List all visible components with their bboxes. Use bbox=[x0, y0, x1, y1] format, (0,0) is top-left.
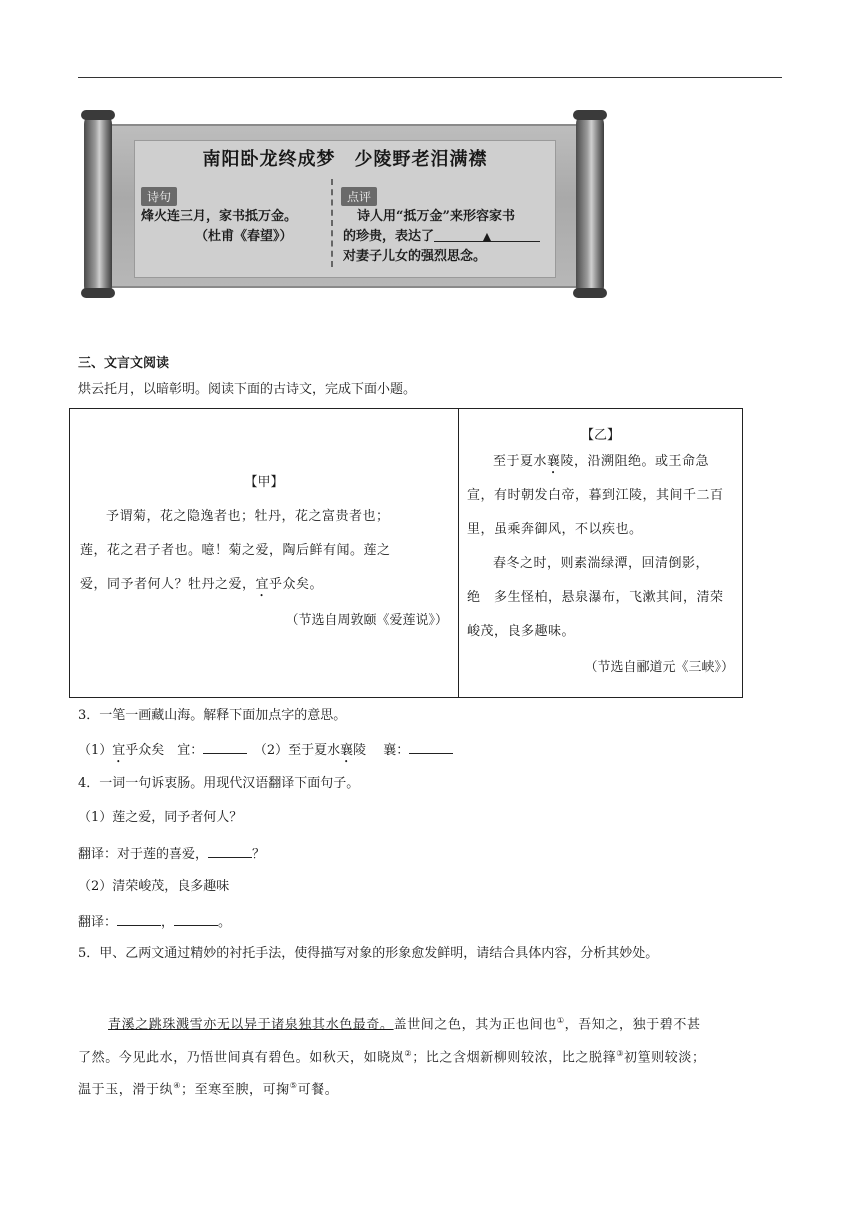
excerpt-text: ；比之含烟新柳则较浓，比之脱箨 bbox=[412, 1050, 617, 1066]
passage-a-line-2: 莲，花之君子者也。噫！菊之爱，陶后鲜有闻。莲之 bbox=[80, 542, 391, 558]
passage-b-source: （节选自郦道元《三峡》） bbox=[584, 659, 734, 675]
header-rule bbox=[78, 77, 782, 78]
footnote-marker: ② bbox=[404, 1049, 413, 1058]
footnote-marker: ③ bbox=[616, 1049, 624, 1058]
scroll-title: 南阳卧龙终成梦 少陵野老泪满襟 bbox=[202, 149, 488, 170]
comment-line-2-text: 的珍贵，表达了 bbox=[343, 229, 435, 244]
passage-b-text: 至于夏水 bbox=[493, 453, 548, 469]
rod-cap bbox=[573, 110, 607, 120]
answer-blank[interactable] bbox=[117, 911, 161, 926]
answer-blank[interactable] bbox=[409, 739, 453, 754]
answer-blank[interactable] bbox=[208, 843, 252, 858]
footnote-marker: ⑤ bbox=[289, 1081, 298, 1090]
passage-b-line-4: 春冬之时，则素湍绿潭，回清倒影， bbox=[493, 555, 710, 571]
translation-suffix: 。 bbox=[218, 915, 232, 930]
excerpt-text: 盖世间之色，其为正也间也 bbox=[393, 1017, 557, 1033]
scroll-divider bbox=[331, 179, 333, 267]
question-4-item-2: （2）清荣峻茂，良多趣味 bbox=[78, 879, 230, 894]
excerpt-text: 初篁则较淡； bbox=[623, 1050, 706, 1066]
excerpt-text: 可餐。 bbox=[297, 1082, 339, 1098]
passage-b-label: 【乙】 bbox=[580, 427, 620, 443]
section-intro: 烘云托月，以暗彰明。阅读下面的古诗文，完成下面小题。 bbox=[78, 382, 417, 397]
poem-tag: 诗句 bbox=[141, 187, 177, 206]
dotted-char: 襄 bbox=[547, 453, 561, 469]
q3-item-2-text: 陵 襄： bbox=[353, 743, 410, 758]
comment-line-3: 对妻子儿女的强烈思念。 bbox=[343, 249, 487, 264]
question-4-translation-1 bbox=[78, 843, 265, 865]
excerpt-line-2 bbox=[78, 1044, 706, 1068]
answer-blank[interactable] bbox=[203, 739, 247, 754]
dotted-char: 襄 bbox=[340, 743, 354, 758]
passage-table bbox=[69, 408, 743, 698]
underlined-sentence: 青溪之跳珠溅雪亦无以异于诸泉独其水色最奇。 bbox=[108, 1017, 394, 1033]
question-4-translation-2 bbox=[78, 911, 231, 933]
rod-cap bbox=[81, 110, 115, 120]
passage-a-text: 爱，同予者何人？牡丹之爱， bbox=[80, 576, 256, 592]
passage-b-line-6: 峻茂，良多趣味。 bbox=[467, 623, 576, 639]
passage-a-text: 乎众矣。 bbox=[269, 576, 324, 592]
footnote-marker: ④ bbox=[173, 1081, 181, 1090]
q3-item-2-text: （2）至于夏水 bbox=[247, 743, 341, 758]
rod-cap bbox=[573, 288, 607, 298]
passage-b-line-5: 绝 多生怪柏，悬泉瀑布，飞漱其间，清荣 bbox=[467, 589, 724, 605]
question-5: 5．甲、乙两文通过精妙的衬托手法，使得描写对象的形象愈发鲜明，请结合具体内容，分析其妙处。 bbox=[78, 946, 659, 961]
translation-prefix: 翻译：对于莲的喜爱， bbox=[78, 847, 209, 862]
passage-a-line-3 bbox=[80, 568, 448, 602]
passage-a-source: （节选自周敦颐《爱莲说》） bbox=[285, 612, 448, 628]
excerpt-text: 了然。今见此水，乃悟世间真有碧色。如秋天，如晓岚 bbox=[78, 1050, 405, 1066]
answer-blank[interactable] bbox=[174, 911, 218, 926]
dotted-char: 宜 bbox=[112, 743, 126, 758]
comment-block bbox=[343, 207, 553, 267]
excerpt-text: ；至寒至腴，可掬 bbox=[180, 1082, 290, 1098]
poem-source: （杜甫《春望》） bbox=[195, 229, 293, 244]
excerpt-line-1 bbox=[108, 1011, 701, 1035]
passage-a-cell bbox=[70, 409, 459, 698]
passage-b-line-2: 宣，有时朝发白帝，暮到江陵，其间千二百 bbox=[467, 487, 724, 503]
comment-tag: 点评 bbox=[341, 187, 377, 206]
excerpt-text: 温于玉，滑于纨 bbox=[78, 1082, 174, 1098]
translation-separator: ， bbox=[161, 915, 175, 930]
poem-block bbox=[141, 207, 297, 247]
scroll-rod-right bbox=[576, 112, 604, 298]
triangle-marker: ▲ bbox=[482, 230, 492, 243]
question-3: 3．一笔一画藏山海。解释下面加点字的意思。 bbox=[78, 708, 347, 723]
scroll-inner-panel bbox=[134, 140, 556, 278]
footnote-marker: ① bbox=[556, 1016, 565, 1025]
passage-b-text: 陵，沿溯阻绝。或王命急 bbox=[560, 453, 710, 469]
q3-item-1-text: 乎众矣 宜： bbox=[125, 743, 204, 758]
rod-cap bbox=[81, 288, 115, 298]
passage-a-label: 【甲】 bbox=[244, 474, 284, 490]
excerpt-line-3 bbox=[78, 1076, 338, 1100]
question-4: 4．一词一句诉衷肠。用现代汉语翻译下面句子。 bbox=[78, 776, 360, 791]
answer-blank bbox=[434, 227, 540, 242]
passage-b-line-1 bbox=[467, 445, 734, 479]
scroll-rod-left bbox=[84, 112, 112, 298]
translation-suffix: ？ bbox=[252, 847, 266, 862]
passage-b-cell bbox=[459, 409, 743, 698]
comment-line-2 bbox=[343, 227, 553, 247]
question-4-item-1: （1）莲之爱，同予者何人？ bbox=[78, 810, 243, 825]
passage-a-line-1: 予谓菊，花之隐逸者也；牡丹，花之富贵者也； bbox=[106, 508, 390, 524]
passage-b-line-3: 里，虽乘奔御风，不以疾也。 bbox=[467, 521, 643, 537]
scroll-illustration bbox=[84, 110, 604, 300]
dotted-char: 宜 bbox=[255, 576, 270, 592]
question-3-items bbox=[78, 739, 453, 766]
poem-line: 烽火连三月，家书抵万金。 bbox=[141, 209, 298, 224]
section-heading: 三、文言文阅读 bbox=[78, 356, 170, 371]
q3-item-1-prefix: （1） bbox=[78, 743, 113, 758]
comment-line-1: 诗人用“抵万金”来形容家书 bbox=[357, 209, 515, 224]
translation-prefix: 翻译： bbox=[78, 915, 118, 930]
excerpt-text: ，吾知之，独于碧不甚 bbox=[564, 1017, 701, 1033]
